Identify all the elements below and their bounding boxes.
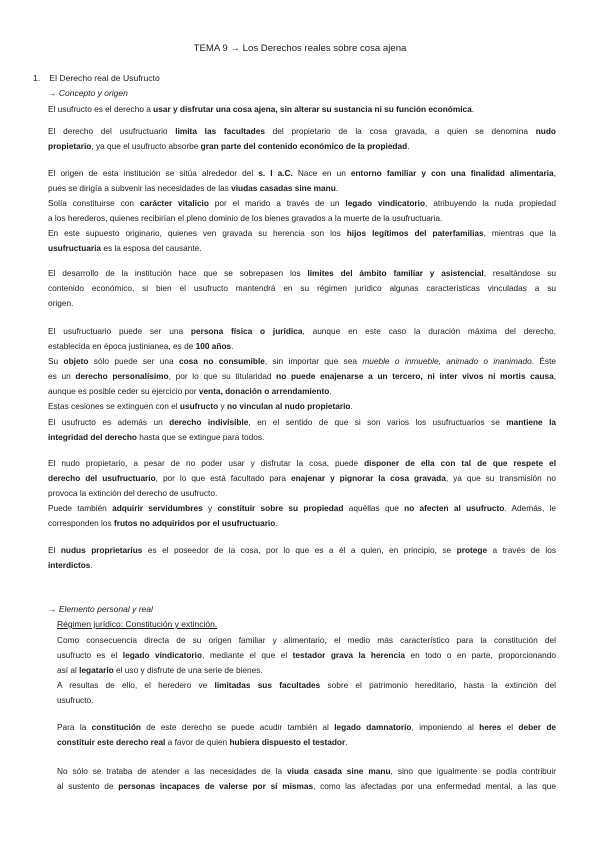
section-heading — [33, 73, 160, 83]
paragraph-development: El desarrollo de la institución hace que se sobrepasen los límites del ámbito familiar y asistencial, resaltándose su contenido económico, si bien el usufructo mantendrá en su régimen jurídico algunas características vinculadas a su origen. — [48, 268, 556, 309]
section-number: 1. — [33, 73, 41, 83]
section-title: El Derecho real de Usufructo — [49, 73, 160, 83]
paragraph-origin: El origen de esta institución se sitúa alrededor del s. I a.C. Nace en un entorno familiar y con una finalidad alimentaria, pues se dirigía a subvenir las necesidades de las viudas casadas sine manu. Solía constituirse con carácter vitalicio por el marido a través de un legado vindicatorio, atribuyendo la nuda propiedad a los herederos, quienes recibirían el pleno dominio de los bienes gravados a la muerte de la usufructuaria. En este supuesto originario, quienes ven gravada su herencia son los hijos legítimos del paterfamilias, mientras que la usufructuaria es la esposa del causante. — [48, 168, 557, 254]
subheading-concept: → Concepto y origen — [48, 88, 128, 98]
page-title: TEMA 9 → Los Derechos reales sobre cosa ajena — [193, 43, 407, 54]
paragraph-usufructuary: El usufructuario puede ser una persona física o jurídica, aunque en este caso la duración máxima del derecho, establecida en época justinianea, es de 100 años. Su objeto sólo puede ser una cosa no consumible, sin importar que sea mueble o inmueble, animado o inanimado. Éste es un derecho personalísimo, por lo que su titularidad no puede enajenarse a un tercero, ni inter vivos ni mortis causa, aunque es posible ceder su ejercicio por venta, donación o arrendamiento. Estas cesiones se extinguen con el usufructo y no vinculan al nudo propietario. El usufructo es además un derecho indivisible, en el sentido de que si son varios los usufructuarios se mantiene la integridad del derecho hasta que se extingue para todos. — [48, 326, 557, 442]
paragraph-bare-owner: El nudo propietario, a pesar de no poder usar y disfrutar la cosa, puede disponer de ella con tal de que respete el derecho del usufructuario, por lo que está facultado para enajenar y pignorar la cosa gravada, ya que su transmisión no provoca la extinción del derecho de usufructo. Puede también adquirir servidumbres y constituir sobre su propiedad aquéllas que no afecten al usufructo. Además, le corresponden los frutos no adquiridos por el usufructuario. — [48, 458, 557, 529]
paragraph-damnatory: Para la constitución de este derecho se puede acudir también al legado damnatorio, imponiendo al heres el deber de constituir este derecho real a favor de quien hubiera dispuesto el testador. — [57, 722, 557, 748]
subheading-element: → Elemento personal y real — [48, 604, 153, 614]
paragraph-widow: No sólo se trataba de atender a las necesidades de la viuda casada sine manu, sino que igualmente se podía contribuir al sustento de personas incapaces de valerse por sí mismas, como las afectadas por una enfermedad mental, a las que — [57, 766, 557, 792]
paragraph-constitution: Como consecuencia directa de su origen familiar y alimentario, el medio más característico para la constitución del usufructo es el legado vindicatorio, mediante el que el testador grava la herencia en todo o en parte, proporcionando así al legatario el uso y disfrute de una serie de bienes. A resultas de ello, el heredero ve limitadas sus facultades sobre el patrimonio hereditario, hasta la extinción del usufructo. — [57, 635, 556, 706]
paragraph-nudus: El nudus proprietarius es el poseedor de la cosa, por lo que es a él a quien, en principio, se protege a través de los interdictos. — [48, 545, 556, 571]
paragraph-limits: El derecho del usufructuario limita las facultades del propietario de la cosa gravada, a quien se denomina nudo propietario, ya que el usufructo absorbe gran parte del contenido económico de la propiedad. — [48, 126, 556, 152]
paragraph-definition: El usufructo es el derecho a usar y disfrutar una cosa ajena, sin alterar su sustancia ni su función económica. — [48, 104, 475, 114]
subheading-regime: Régimen jurídico: Constitución y extinción. — [57, 619, 218, 629]
